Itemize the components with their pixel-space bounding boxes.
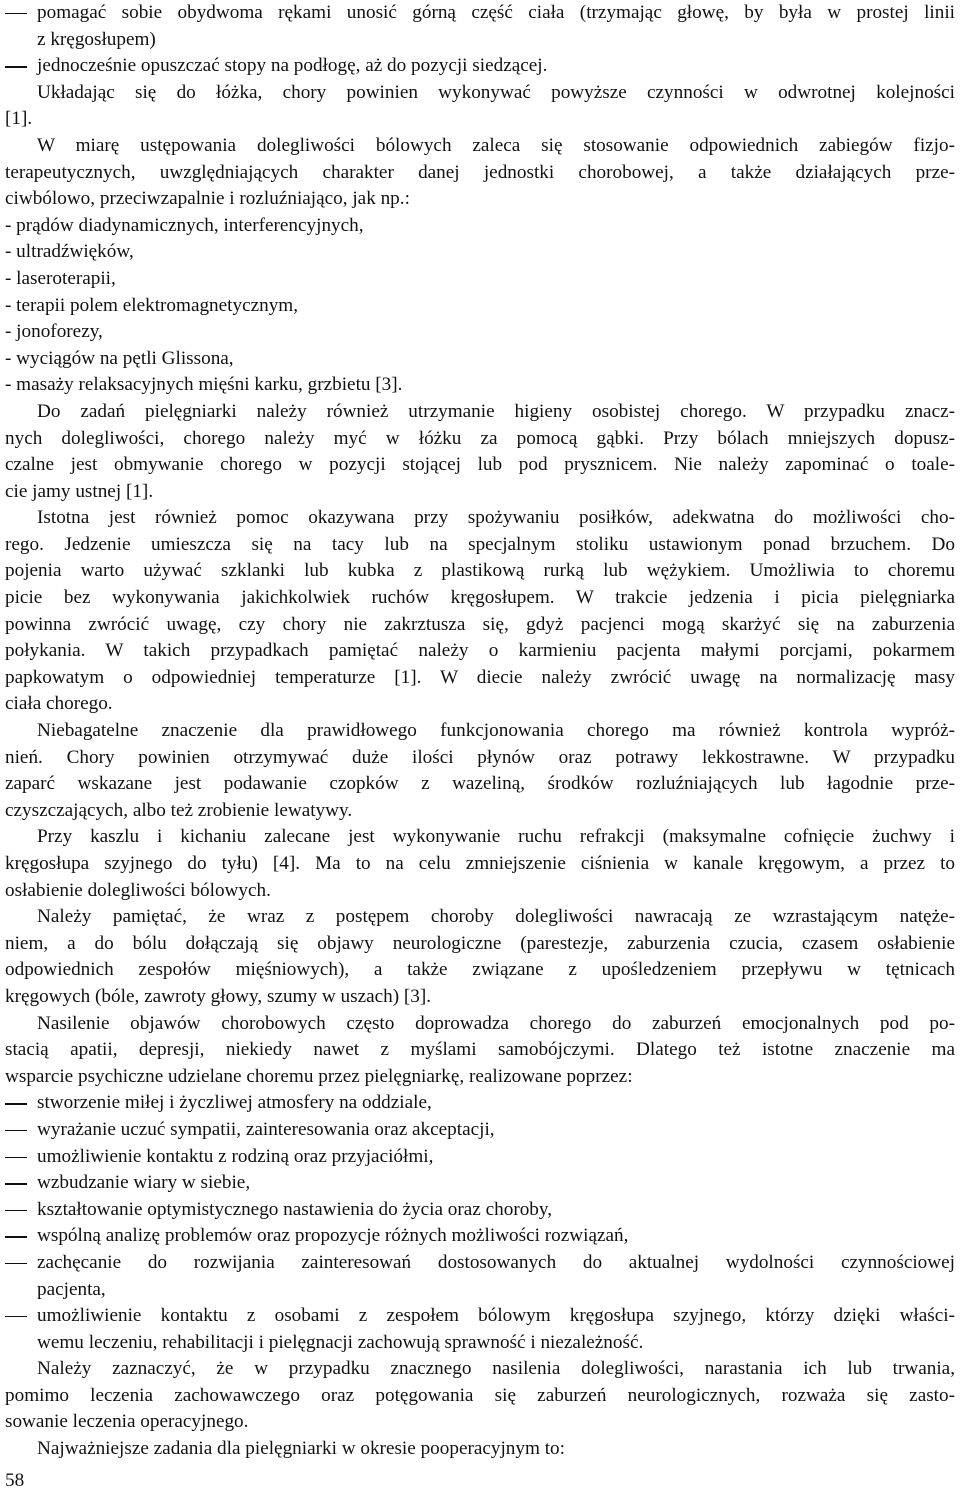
line-text: ciała chorego.: [5, 693, 113, 715]
line-text: - laseroterapii,: [5, 267, 116, 289]
line-text: czyszczających, albo też zrobienie lewatywy.: [5, 799, 353, 821]
line-text: niem, a do bólu dołączają się objawy neurologiczne (parestezje, zaburzenia czucia, czasem osłabienie: [5, 932, 955, 954]
text-line: [5, 1011, 955, 1038]
line-text: wsparcie psychiczne udzielane choremu przez pielęgniarkę, realizowane poprzez:: [5, 1065, 633, 1087]
text-line: [5, 585, 955, 612]
dash-bullet: [5, 1130, 27, 1131]
text-line: [5, 213, 955, 240]
text-line: [5, 266, 955, 293]
line-text: cie jamy ustnej [1].: [5, 480, 154, 502]
line-text: czalne jest obmywanie chorego w pozycji stojącej lub pod prysznicem. Nie należy zapominać o toale-: [5, 454, 955, 476]
list-item: [5, 1250, 955, 1277]
line-text: z kręgosłupem): [37, 28, 156, 50]
line-text: połykania. W takich przypadkach pamiętać należy o karmieniu pacjenta małymi porcjami, pokarmem: [5, 640, 955, 662]
dash-bullet: [5, 1157, 27, 1158]
text-line: [5, 824, 955, 851]
text-line: [5, 186, 955, 213]
dash-bullet: [5, 1210, 27, 1211]
text-line: [5, 771, 955, 798]
text-line: [5, 1383, 955, 1410]
dash-bullet: [5, 66, 27, 67]
list-item: [5, 1170, 955, 1197]
line-text: W miarę ustępowania dolegliwości bólowych zaleca się stosowanie odpowiednich zabiegów fizjo-: [37, 134, 955, 156]
line-text: pomagać sobie obydwoma rękami unosić górną część ciała (trzymając głowę, by była w prostej linii: [37, 2, 955, 23]
text-line: [5, 452, 955, 479]
text-line: [5, 691, 955, 718]
text-line: [5, 80, 955, 107]
text-line: [5, 1037, 955, 1064]
line-text: terapeutycznych, uwzględniających charakter danej jednostki chorobowej, a także działających prze-: [5, 161, 955, 183]
document-page: [5, 0, 955, 1463]
text-line: [5, 745, 955, 772]
text-line: [5, 718, 955, 745]
text-line: [5, 851, 955, 878]
dash-bullet: [5, 1183, 27, 1184]
line-text: - jonoforezy,: [5, 321, 103, 343]
text-line: [5, 27, 955, 54]
line-text: stacią apatii, depresji, niekiedy nawet z myślami samobójczymi. Dlatego też istotne znaczenie ma: [5, 1039, 955, 1061]
text-line: [5, 106, 955, 133]
line-text: - prądów diadynamicznych, interferencyjnych,: [5, 214, 364, 236]
line-text: Nasilenie objawów chorobowych często doprowadza chorego do zaburzeń emocjonalnych pod po-: [37, 1012, 955, 1034]
line-text: rego. Jedzenie umieszcza się na tacy lub na specjalnym stoliku ustawionym ponad brzuchem. Do: [5, 533, 955, 555]
dash-bullet: [5, 1103, 27, 1104]
line-text: jednocześnie opuszczać stopy na podłogę, aż do pozycji siedzącej.: [37, 55, 548, 77]
line-text: umożliwienie kontaktu z osobami z zespołem bólowym kręgosłupa szyjnego, którzy dzięki właści-: [37, 1305, 955, 1327]
list-item: [5, 1144, 955, 1171]
line-text: pojenia warto używać szklanki lub kubka z plastikową rurką lub wężykiem. Umożliwia to choremu: [5, 560, 955, 582]
text-line: [5, 532, 955, 559]
text-line: [5, 878, 955, 905]
line-text: sowanie leczenia operacyjnego.: [5, 1411, 249, 1433]
text-line: [5, 479, 955, 506]
line-text: picie bez wykonywania jakichkolwiek ruchów kręgosłupem. W trakcie jedzenia i picia pielęgniarka: [5, 587, 955, 609]
line-text: kształtowanie optymistycznego nastawienia do życia oraz choroby,: [37, 1198, 553, 1220]
text-line: [5, 426, 955, 453]
text-line: [5, 372, 955, 399]
text-line: [5, 798, 955, 825]
text-line: [5, 1064, 955, 1091]
list-item: [5, 0, 955, 27]
text-line: [5, 665, 955, 692]
line-text: nych dolegliwości, chorego należy myć w łóżku za pomocą gąbki. Przy bólach mniejszych dopusz-: [5, 427, 955, 449]
line-text: - terapii polem elektromagnetycznym,: [5, 294, 299, 316]
line-text: kręgosłupa szyjnego do tyłu) [4]. Ma to na celu zmniejszenie ciśnienia w kanale kręgowym, a przez to: [5, 853, 955, 874]
line-text: Należy pamiętać, że wraz z postępem choroby dolegliwości nawracają ze wzrastającym natęże-: [37, 906, 955, 928]
list-item: [5, 1117, 955, 1144]
line-text: Do zadań pielęgniarki należy również utrzymanie higieny osobistej chorego. W przypadku znacz-: [37, 400, 955, 422]
text-line: [5, 1330, 955, 1357]
dash-bullet: [5, 13, 27, 14]
line-text: wemu leczeniu, rehabilitacji i pielęgnacji zachowują sprawność i niezależność.: [37, 1331, 644, 1353]
list-item: [5, 53, 955, 80]
line-text: Niebagatelne znaczenie dla prawidłowego funkcjonowania chorego ma również kontrola wypróż-: [37, 720, 955, 742]
line-text: papkowatym o odpowiedniej temperaturze [1]. W diecie należy zwrócić uwagę na normalizację masy: [5, 666, 955, 688]
text-line: [5, 558, 955, 585]
line-text: Istotna jest również pomoc okazywana przy spożywaniu posiłków, adekwatna do możliwości cho-: [37, 507, 955, 529]
line-text: ciwbólowo, przeciwzapalnie i rozluźniająco, jak np.:: [5, 188, 410, 210]
line-text: odpowiednich zespołów mięśniowych), a także związane z upośledzeniem przepływu w tętnicach: [5, 959, 955, 981]
line-text: wyrażanie uczuć sympatii, zainteresowania oraz akceptacji,: [37, 1118, 495, 1140]
line-text: kręgowych (bóle, zawroty głowy, szumy w uszach) [3].: [5, 985, 432, 1007]
line-text: - wyciągów na pętli Glissona,: [5, 347, 234, 369]
text-line: [5, 612, 955, 639]
line-text: [1].: [5, 108, 33, 130]
text-line: [5, 505, 955, 532]
text-line: [5, 904, 955, 931]
text-line: [5, 1409, 955, 1436]
page-number: 58: [5, 1470, 25, 1491]
text-line: [5, 638, 955, 665]
line-text: wzbudzanie wiary w siebie,: [37, 1172, 251, 1194]
line-text: osłabienie dolegliwości bólowych.: [5, 879, 271, 901]
dash-bullet: [5, 1316, 27, 1317]
line-text: Należy zaznaczyć, że w przypadku znacznego nasilenia dolegliwości, narastania ich lub trwania,: [37, 1358, 955, 1380]
line-text: pacjenta,: [37, 1278, 106, 1300]
line-text: nień. Chory powinien otrzymywać duże ilości płynów oraz potrawy lekkostrawne. W przypadku: [5, 746, 955, 768]
line-text: Układając się do łóżka, chory powinien wykonywać powyższe czynności w odwrotnej kolejności: [37, 81, 955, 103]
list-item: [5, 1303, 955, 1330]
line-text: umożliwienie kontaktu z rodziną oraz przyjaciółmi,: [37, 1145, 434, 1167]
dash-bullet: [5, 1236, 27, 1237]
text-line: [5, 160, 955, 187]
line-text: wspólną analizę problemów oraz propozycje różnych możliwości rozwiązań,: [37, 1225, 629, 1247]
dash-bullet: [5, 1263, 27, 1264]
line-text: zaparć wskazane jest podawanie czopków z wazeliną, środków rozluźniających lub łagodnie prze-: [5, 773, 955, 795]
line-text: stworzenie miłej i życzliwej atmosfery na oddziale,: [37, 1092, 432, 1114]
line-text: Przy kaszlu i kichaniu zalecane jest wykonywanie ruchu refrakcji (maksymalne cofnięcie żuchwy i: [37, 826, 955, 848]
text-line: [5, 1436, 955, 1463]
text-line: [5, 293, 955, 320]
text-line: [5, 984, 955, 1011]
line-text: Najważniejsze zadania dla pielęgniarki w okresie pooperacyjnym to:: [37, 1438, 565, 1460]
line-text: zachęcanie do rozwijania zainteresowań dostosowanych do aktualnej wydolności czynnościowej: [37, 1251, 955, 1273]
text-line: [5, 319, 955, 346]
text-line: [5, 931, 955, 958]
text-line: [5, 399, 955, 426]
list-item: [5, 1223, 955, 1250]
line-text: pomimo leczenia zachowawczego oraz potęgowania się zaburzeń neurologicznych, rozważa się zasto-: [5, 1384, 955, 1406]
line-text: - ultradźwięków,: [5, 241, 134, 263]
text-line: [5, 1356, 955, 1383]
text-line: [5, 346, 955, 373]
line-text: powinna zwrócić uwagę, czy chory nie zakrztusza się, gdyż pacjenci mogą skarżyć się na zaburzenia: [5, 613, 955, 635]
text-line: [5, 957, 955, 984]
text-line: [5, 1277, 955, 1304]
line-text: - masaży relaksacyjnych mięśni karku, grzbietu [3].: [5, 374, 403, 396]
list-item: [5, 1197, 955, 1224]
text-line: [5, 239, 955, 266]
text-line: [5, 133, 955, 160]
list-item: [5, 1090, 955, 1117]
